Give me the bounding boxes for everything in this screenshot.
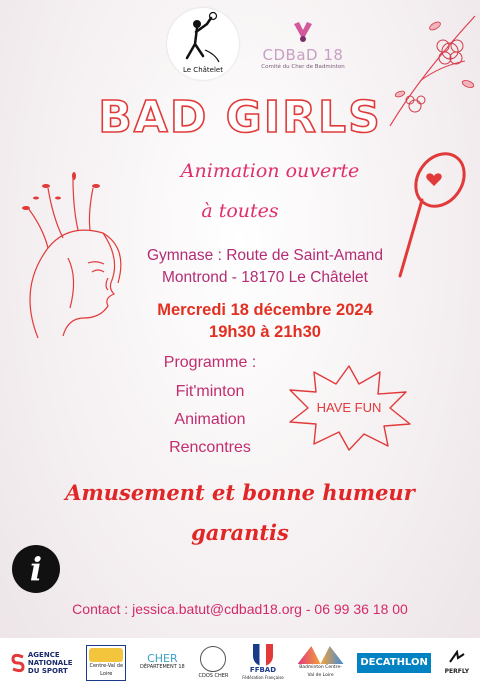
- ans-s-icon: [11, 653, 25, 673]
- ffbad-name: FFBAD: [249, 666, 277, 674]
- cher-logo: [140, 652, 185, 671]
- cdbad-sub: Comité du Cher de Badminton: [261, 64, 345, 70]
- perfly-name: PERFLY: [444, 668, 470, 675]
- have-fun-badge: [284, 362, 414, 452]
- ffbad-emblem: [253, 644, 273, 666]
- perfly-logo: [445, 650, 469, 676]
- region-name: Centre-Val de Loire: [89, 663, 124, 677]
- programme-heading: Programme :: [163, 354, 257, 371]
- ans-line2: NATIONALE: [27, 659, 73, 667]
- perfly-icon: [448, 650, 466, 666]
- programme-item: Rencontres: [169, 439, 251, 456]
- club-name: Le Châtelet: [183, 66, 223, 74]
- location: [120, 245, 410, 289]
- event-day: Mercredi 18 décembre 2024: [157, 301, 373, 319]
- closing-line2: garantis: [191, 520, 289, 545]
- ligue-name: Badminton Centre-Val de Loire: [299, 665, 342, 678]
- event-date: [120, 299, 410, 343]
- closing-line1: Amusement et bonne humeur: [65, 480, 415, 505]
- ffbad-sub: Fédération Française: [242, 675, 284, 680]
- cdos-emblem: [200, 646, 226, 672]
- cdbad-logo: [258, 20, 348, 71]
- club-logo: [167, 8, 239, 80]
- ans-line1: AGENCE: [27, 651, 60, 659]
- decathlon-logo: DECATHLON: [357, 653, 431, 673]
- shuttlecock-icon: [288, 20, 318, 42]
- location-line2: Montrond - 18170 Le Châtelet: [162, 269, 368, 286]
- subtitle-line1: Animation ouverte: [180, 160, 360, 182]
- event-time: 19h30 à 21h30: [209, 323, 321, 341]
- cdbad-name: CDBaD 18: [262, 46, 344, 64]
- partner-logos: [0, 638, 480, 688]
- badminton-player-icon: [167, 10, 239, 70]
- cher-sub: DÉPARTEMENT 18: [140, 664, 185, 670]
- cher-name: CHER: [147, 652, 178, 665]
- ans-logo: [11, 651, 73, 675]
- event-title: BAD GIRLS: [98, 92, 382, 143]
- contact-info: Contact : jessica.batut@cdbad18.org - 06 99 36 18 00: [72, 601, 408, 617]
- ffbad-logo: [242, 644, 284, 682]
- ligue-emblem: [298, 646, 344, 664]
- ans-line3: DU SPORT: [27, 667, 68, 675]
- woman-face-illustration: [8, 168, 133, 358]
- cdos-logo: [199, 646, 229, 680]
- region-logo: [86, 645, 126, 681]
- subtitle-line2: à toutes: [201, 200, 279, 222]
- location-line1: Gymnase : Route de Saint-Amand: [146, 247, 384, 264]
- cdos-name: CDOS CHER: [198, 673, 229, 679]
- region-emblem: [89, 648, 123, 662]
- info-icon: i: [12, 545, 60, 593]
- have-fun-text: HAVE FUN: [316, 400, 382, 415]
- programme-item: Animation: [174, 411, 246, 428]
- programme-item: Fit'minton: [175, 383, 245, 400]
- ligue-logo: [298, 646, 344, 680]
